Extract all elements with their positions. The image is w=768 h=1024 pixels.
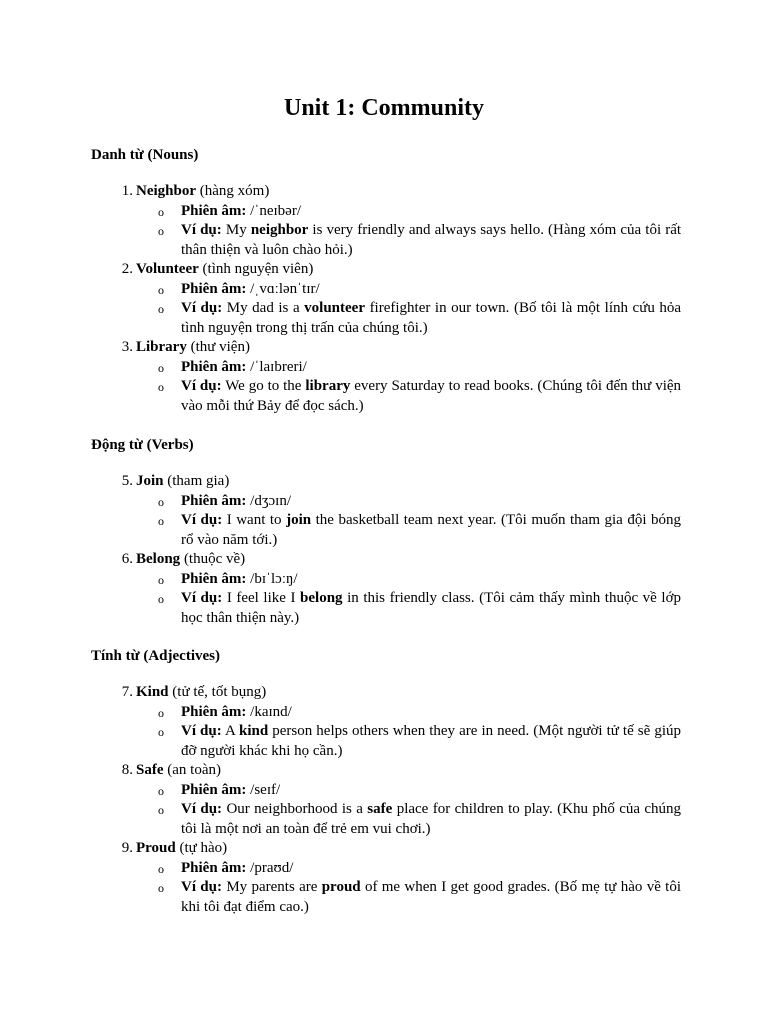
example-text-before: My	[225, 222, 247, 238]
bullet-marker: o	[158, 224, 164, 238]
vocab-word: Belong	[136, 551, 181, 567]
example-label: Ví dụ:	[181, 590, 223, 606]
example-text-after: the basketball team next year. (Tôi muốn tham gia đội bóng rổ vào năm tới.)	[181, 512, 682, 548]
vocab-word: Library	[136, 339, 187, 355]
vocab-item-volunteer	[91, 260, 681, 338]
example-keyword: volunteer	[304, 300, 365, 316]
example-text-before: My dad is a	[226, 300, 300, 316]
item-number: 6.	[121, 551, 133, 567]
vocab-word: Join	[136, 473, 164, 489]
phonetic-line	[91, 703, 681, 723]
phonetic-value: /bɪˈlɔːŋ/	[250, 570, 298, 587]
example-line	[91, 589, 681, 628]
example-keyword: library	[305, 378, 351, 394]
example-line	[91, 377, 681, 416]
bullet-marker: o	[158, 705, 164, 720]
bullet-marker: o	[158, 861, 164, 876]
phonetic-value: /praʊd/	[250, 859, 294, 876]
vocab-head	[91, 683, 681, 703]
example-label: Ví dụ:	[181, 222, 222, 238]
phonetic-label: Phiên âm:	[181, 570, 247, 587]
example-text-before: We go to the	[225, 378, 302, 394]
vocab-item-neighbor	[91, 182, 681, 260]
phonetic-line	[91, 492, 681, 512]
bullet-marker: o	[158, 783, 164, 798]
phonetic-line	[91, 202, 681, 222]
bullet-marker: o	[158, 494, 164, 509]
example-text-after: place for children to play. (Khu phố của chúng tôi là một nơi an toàn để trẻ em vui chơi.)	[181, 801, 682, 837]
example-keyword: join	[286, 512, 312, 528]
example-text-after: person helps others when they are in need. (Một người tử tế sẽ giúp đỡ người khác khi họ cần.)	[181, 723, 681, 759]
example-keyword: proud	[321, 879, 361, 895]
vocab-meaning: (hàng xóm)	[199, 183, 270, 199]
vocab-item-safe	[91, 761, 681, 839]
example-line	[91, 299, 681, 338]
item-number: 5.	[121, 473, 133, 489]
vocab-meaning: (an toàn)	[167, 762, 221, 778]
example-text-after: in this friendly class. (Tôi cảm thấy mình thuộc về lớp học thân thiện này.)	[181, 590, 682, 626]
vocab-item-proud	[91, 839, 681, 917]
vocab-word: Neighbor	[136, 183, 196, 199]
example-line	[91, 722, 681, 761]
item-number: 1.	[121, 183, 133, 199]
example-keyword: belong	[300, 590, 343, 606]
item-number: 8.	[121, 762, 133, 778]
phonetic-label: Phiên âm:	[181, 781, 247, 798]
vocab-meaning: (tình nguyện viên)	[202, 261, 314, 277]
phonetic-label: Phiên âm:	[181, 358, 247, 375]
vocab-head	[91, 182, 681, 202]
vocab-word: Safe	[136, 762, 164, 778]
example-line	[91, 511, 681, 550]
vocab-word: Proud	[136, 840, 176, 856]
phonetic-line	[91, 781, 681, 801]
phonetic-value: /dʒɔɪn/	[250, 492, 291, 509]
vocab-item-kind	[91, 683, 681, 761]
vocab-meaning: (tử tế, tốt bụng)	[172, 684, 267, 700]
example-keyword: safe	[367, 801, 393, 817]
phonetic-line	[91, 358, 681, 378]
vocab-item-library	[91, 338, 681, 416]
phonetic-line	[91, 280, 681, 300]
phonetic-value: /ˌvɑːlənˈtɪr/	[250, 280, 320, 297]
bullet-marker: o	[158, 282, 164, 297]
vocab-meaning: (thuộc về)	[183, 551, 246, 567]
phonetic-value: /seɪf/	[250, 781, 281, 798]
vocab-word: Kind	[136, 684, 169, 700]
example-line	[91, 800, 681, 839]
bullet-marker: o	[158, 572, 164, 587]
example-text-before: A	[224, 723, 235, 739]
example-text-before: My parents are	[226, 879, 318, 895]
vocab-head	[91, 472, 681, 492]
vocab-head	[91, 761, 681, 781]
phonetic-label: Phiên âm:	[181, 202, 247, 219]
example-text-after: of me when I get good grades. (Bố mẹ tự hào về tôi khi tôi đạt điểm cao.)	[181, 879, 681, 915]
example-label: Ví dụ:	[181, 801, 223, 817]
bullet-marker: o	[158, 725, 164, 739]
example-keyword: neighbor	[250, 222, 309, 238]
vocab-item-belong	[91, 550, 681, 628]
item-number: 9.	[121, 840, 133, 856]
item-number: 3.	[121, 339, 133, 355]
bullet-marker: o	[158, 592, 164, 606]
page-title: Unit 1: Community	[283, 95, 484, 121]
bullet-marker: o	[158, 204, 164, 219]
example-label: Ví dụ:	[181, 512, 223, 528]
phonetic-label: Phiên âm:	[181, 703, 247, 720]
vocab-head	[91, 550, 681, 570]
example-text-after: firefighter in our town. (Bố tôi là một lính cứu hỏa tình nguyện trong thị trấn của chúng tôi.)	[181, 300, 682, 336]
phonetic-label: Phiên âm:	[181, 492, 247, 509]
phonetic-label: Phiên âm:	[181, 859, 247, 876]
example-text-before: I feel like I	[226, 590, 296, 606]
bullet-marker: o	[158, 803, 164, 817]
example-label: Ví dụ:	[181, 879, 222, 895]
bullet-marker: o	[158, 360, 164, 375]
section-heading-verbs: Động từ (Verbs)	[91, 437, 194, 453]
phonetic-label: Phiên âm:	[181, 280, 247, 297]
vocab-head	[91, 839, 681, 859]
vocab-head	[91, 338, 681, 358]
example-line	[91, 878, 681, 917]
bullet-marker: o	[158, 380, 164, 394]
section-heading-adjectives: Tính từ (Adjectives)	[91, 648, 220, 664]
vocab-meaning: (tham gia)	[167, 473, 230, 489]
section-heading-nouns: Danh từ (Nouns)	[91, 147, 199, 163]
example-keyword: kind	[239, 723, 269, 739]
example-label: Ví dụ:	[181, 378, 222, 394]
example-text-after: every Saturday to read books. (Chúng tôi đến thư viện vào mỗi thứ Bảy để đọc sách.)	[181, 378, 682, 414]
phonetic-value: /kaɪnd/	[250, 703, 292, 720]
example-label: Ví dụ:	[181, 300, 223, 316]
bullet-marker: o	[158, 881, 164, 895]
bullet-marker: o	[158, 514, 164, 528]
phonetic-value: /ˈlaɪbreri/	[250, 358, 307, 375]
example-text-after: is very friendly and always says hello. (Hàng xóm của tôi rất thân thiện và luôn chào hỏi.)	[181, 222, 682, 258]
vocab-word: Volunteer	[136, 261, 199, 277]
example-line	[91, 221, 681, 260]
phonetic-line	[91, 859, 681, 879]
item-number: 7.	[121, 684, 133, 700]
vocab-meaning: (tự hào)	[179, 840, 228, 856]
vocab-item-join	[91, 472, 681, 550]
vocab-head	[91, 260, 681, 280]
example-text-before: I want to	[226, 512, 282, 528]
phonetic-line	[91, 570, 681, 590]
example-label: Ví dụ:	[181, 723, 222, 739]
bullet-marker: o	[158, 302, 164, 316]
item-number: 2.	[121, 261, 133, 277]
example-text-before: Our neighborhood is a	[226, 801, 363, 817]
vocab-meaning: (thư viện)	[190, 339, 250, 355]
phonetic-value: /ˈneɪbər/	[250, 202, 301, 219]
